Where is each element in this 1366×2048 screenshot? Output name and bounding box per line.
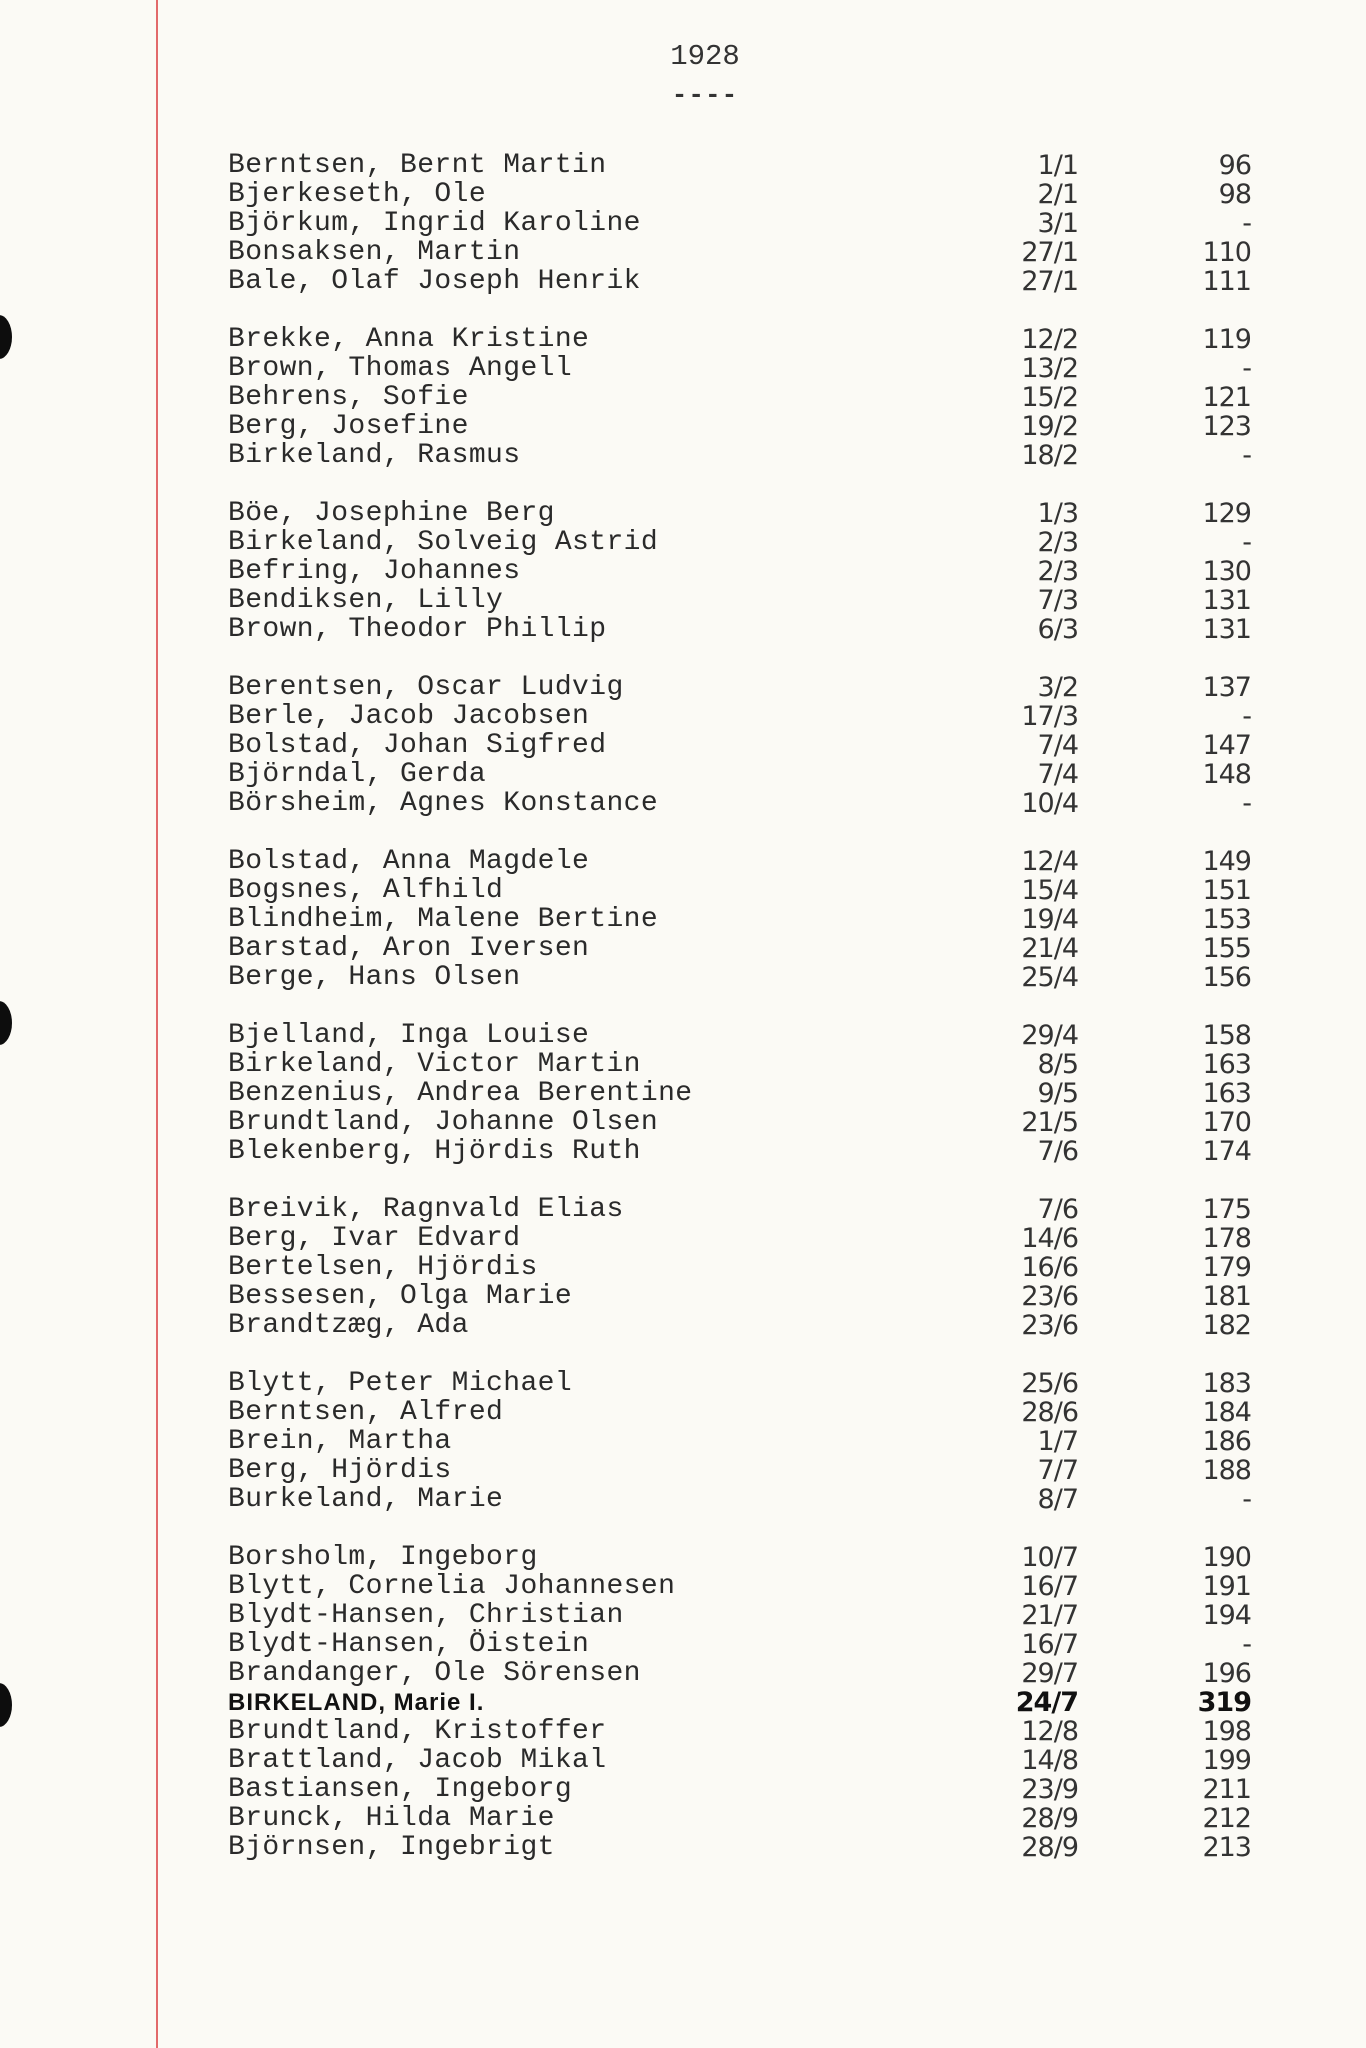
entry-number: 170 (1202, 1107, 1251, 1138)
entry-number: 188 (1202, 1455, 1251, 1486)
entry-date: 7/6 (1037, 1194, 1078, 1225)
entry-row (228, 615, 1268, 644)
entry-number: - (1242, 1629, 1251, 1660)
entry-number: 181 (1202, 1281, 1251, 1312)
entry-number: 182 (1202, 1310, 1251, 1341)
entry-number: - (1242, 701, 1251, 732)
entry-number: 129 (1202, 498, 1251, 529)
entry-date: 10/4 (1021, 788, 1078, 819)
entry-row (228, 441, 1268, 470)
entry-name: Befring, Johannes (228, 556, 521, 587)
entry-date: 2/3 (1037, 527, 1078, 558)
entry-name: Blindheim, Malene Bertine (228, 904, 659, 935)
entry-number: 131 (1202, 614, 1251, 645)
entry-date: 15/2 (1021, 382, 1078, 413)
entry-number: 149 (1202, 846, 1251, 877)
entry-row (228, 1717, 1268, 1746)
entry-name: Brown, Theodor Phillip (228, 614, 607, 645)
entry-row (228, 1021, 1268, 1050)
entry-row (228, 963, 1268, 992)
entry-row (228, 1572, 1268, 1601)
entry-row (228, 847, 1268, 876)
entry-name: Borsholm, Ingeborg (228, 1542, 538, 1573)
entry-number: 131 (1202, 585, 1251, 616)
entry-number: 158 (1202, 1020, 1251, 1051)
entry-number: 191 (1202, 1571, 1251, 1602)
entry-number: 179 (1202, 1252, 1251, 1283)
entry-date: 12/4 (1021, 846, 1078, 877)
entry-name: Björndal, Gerda (228, 759, 487, 790)
entry-name: Bolstad, Anna Magdele (228, 846, 590, 877)
entry-date: 18/2 (1021, 440, 1078, 471)
entry-row (228, 1311, 1268, 1340)
entry-number: - (1242, 208, 1251, 239)
entry-date: 1/3 (1037, 498, 1078, 529)
entry-row (228, 1688, 1268, 1717)
entry-number: - (1242, 440, 1251, 471)
entry-date: 8/7 (1037, 1484, 1078, 1515)
entry-row (228, 1746, 1268, 1775)
entry-name: Bonsaksen, Martin (228, 237, 521, 268)
entry-number: 130 (1202, 556, 1251, 587)
entry-name: Brunck, Hilda Marie (228, 1803, 555, 1834)
entry-number: 174 (1202, 1136, 1251, 1167)
entry-date: 28/6 (1021, 1397, 1078, 1428)
entry-number: - (1242, 1484, 1251, 1515)
entry-date: 1/7 (1037, 1426, 1078, 1457)
entry-number: 156 (1202, 962, 1251, 993)
entry-name: Böe, Josephine Berg (228, 498, 555, 529)
entry-name: Brein, Martha (228, 1426, 452, 1457)
entry-number: 123 (1202, 411, 1251, 442)
entry-row (228, 1630, 1268, 1659)
entry-date: 29/4 (1021, 1020, 1078, 1051)
red-margin-line (156, 0, 158, 2048)
entry-group (228, 151, 1268, 296)
entry-name: Björkum, Ingrid Karoline (228, 208, 641, 239)
entry-number: 96 (1218, 150, 1251, 181)
entry-name: Birkeland, Rasmus (228, 440, 521, 471)
entry-row (228, 731, 1268, 760)
entry-row (228, 1398, 1268, 1427)
entry-row (228, 528, 1268, 557)
entry-name: Bale, Olaf Joseph Henrik (228, 266, 641, 297)
entry-row (228, 1369, 1268, 1398)
entry-number: 211 (1202, 1774, 1251, 1805)
entry-number: 319 (1197, 1687, 1251, 1718)
entry-date: 28/9 (1021, 1832, 1078, 1863)
entry-date: 16/6 (1021, 1252, 1078, 1283)
entry-number: - (1242, 353, 1251, 384)
entry-name: Berntsen, Bernt Martin (228, 150, 607, 181)
entry-row (228, 760, 1268, 789)
entry-name: Berentsen, Oscar Ludvig (228, 672, 624, 703)
entry-name: Blytt, Cornelia Johannesen (228, 1571, 676, 1602)
entry-date: 23/9 (1021, 1774, 1078, 1805)
entry-name: Bertelsen, Hjördis (228, 1252, 538, 1283)
entry-name: Bolstad, Johan Sigfred (228, 730, 607, 761)
entry-name: Brundtland, Kristoffer (228, 1716, 607, 1747)
entry-date: 25/6 (1021, 1368, 1078, 1399)
entry-name: Benzenius, Andrea Berentine (228, 1078, 693, 1109)
entry-name: Bessesen, Olga Marie (228, 1281, 573, 1312)
entry-date: 16/7 (1021, 1571, 1078, 1602)
entry-number: - (1242, 788, 1251, 819)
entry-date: 9/5 (1037, 1078, 1078, 1109)
entry-date: 23/6 (1021, 1310, 1078, 1341)
entry-date: 7/6 (1037, 1136, 1078, 1167)
entry-date: 3/2 (1037, 672, 1078, 703)
entry-name: Behrens, Sofie (228, 382, 469, 413)
entry-name: Bogsnes, Alfhild (228, 875, 504, 906)
entry-row (228, 586, 1268, 615)
entry-name: Brown, Thomas Angell (228, 353, 573, 384)
entry-number: 148 (1202, 759, 1251, 790)
entry-date: 21/7 (1021, 1600, 1078, 1631)
entry-row (228, 876, 1268, 905)
entry-date: 23/6 (1021, 1281, 1078, 1312)
entry-date: 3/1 (1037, 208, 1078, 239)
entry-date: 13/2 (1021, 353, 1078, 384)
entry-name: Birkeland, Victor Martin (228, 1049, 641, 1080)
entry-date: 14/8 (1021, 1745, 1078, 1776)
entry-number: 110 (1202, 237, 1251, 268)
entry-number: 153 (1202, 904, 1251, 935)
entry-row (228, 1601, 1268, 1630)
entry-number: - (1242, 527, 1251, 558)
entry-date: 27/1 (1021, 266, 1078, 297)
entry-name: Berg, Josefine (228, 411, 469, 442)
entry-date: 27/1 (1021, 237, 1078, 268)
entry-row (228, 789, 1268, 818)
entry-row (228, 1456, 1268, 1485)
entry-name: Blekenberg, Hjördis Ruth (228, 1136, 641, 1167)
entry-name: Brundtland, Johanne Olsen (228, 1107, 659, 1138)
entry-date: 7/3 (1037, 585, 1078, 616)
entry-number: 163 (1202, 1078, 1251, 1109)
entry-name: Berge, Hans Olsen (228, 962, 521, 993)
entry-number: 196 (1202, 1658, 1251, 1689)
entry-date: 19/2 (1021, 411, 1078, 442)
entry-row (228, 934, 1268, 963)
entry-name: Berle, Jacob Jacobsen (228, 701, 590, 732)
entry-name: Berg, Hjördis (228, 1455, 452, 1486)
entry-name: Blytt, Peter Michael (228, 1368, 573, 1399)
entry-date: 1/1 (1037, 150, 1078, 181)
entry-number: 213 (1202, 1832, 1251, 1863)
entry-row (228, 383, 1268, 412)
entry-row (228, 1659, 1268, 1688)
entry-number: 147 (1202, 730, 1251, 761)
entry-number: 121 (1202, 382, 1251, 413)
entry-group (228, 1021, 1268, 1166)
entry-row (228, 557, 1268, 586)
entry-number: 119 (1202, 324, 1251, 355)
entry-date: 29/7 (1021, 1658, 1078, 1689)
entry-name: Breivik, Ragnvald Elias (228, 1194, 624, 1225)
entry-date: 16/7 (1021, 1629, 1078, 1660)
entry-row (228, 702, 1268, 731)
entry-row (228, 180, 1268, 209)
entry-name: Brandtzæg, Ada (228, 1310, 469, 1341)
entry-date: 21/4 (1021, 933, 1078, 964)
entry-row (228, 499, 1268, 528)
entry-row (228, 209, 1268, 238)
entry-row (228, 354, 1268, 383)
entry-row (228, 1079, 1268, 1108)
entry-number: 184 (1202, 1397, 1251, 1428)
entry-date: 21/5 (1021, 1107, 1078, 1138)
entry-row (228, 905, 1268, 934)
entry-group (228, 673, 1268, 818)
register-entries (228, 151, 1268, 1891)
entry-row (228, 1253, 1268, 1282)
entry-name: Blydt-Hansen, Christian (228, 1600, 624, 1631)
entry-row (228, 151, 1268, 180)
entry-number: 212 (1202, 1803, 1251, 1834)
entry-date: 14/6 (1021, 1223, 1078, 1254)
punch-hole (0, 1001, 12, 1045)
entry-row (228, 267, 1268, 296)
entry-row (228, 1543, 1268, 1572)
entry-date: 25/4 (1021, 962, 1078, 993)
entry-group (228, 1195, 1268, 1340)
entry-row (228, 1137, 1268, 1166)
entry-name: Bastiansen, Ingeborg (228, 1774, 573, 1805)
entry-number: 155 (1202, 933, 1251, 964)
entry-date: 7/4 (1037, 759, 1078, 790)
entry-row (228, 1282, 1268, 1311)
entry-number: 163 (1202, 1049, 1251, 1080)
entry-name: Bjerkeseth, Ole (228, 179, 487, 210)
entry-group (228, 1369, 1268, 1514)
entry-number: 98 (1218, 179, 1251, 210)
entry-row (228, 1485, 1268, 1514)
entry-row (228, 1195, 1268, 1224)
entry-group (228, 847, 1268, 992)
entry-number: 198 (1202, 1716, 1251, 1747)
entry-name: Bendiksen, Lilly (228, 585, 504, 616)
entry-date: 15/4 (1021, 875, 1078, 906)
entry-number: 151 (1202, 875, 1251, 906)
entry-date: 10/7 (1021, 1542, 1078, 1573)
entry-name: Börsheim, Agnes Konstance (228, 788, 659, 819)
entry-name: Brattland, Jacob Mikal (228, 1745, 607, 1776)
entry-date: 17/3 (1021, 701, 1078, 732)
entry-date: 12/8 (1021, 1716, 1078, 1747)
entry-row (228, 673, 1268, 702)
entry-row (228, 325, 1268, 354)
entry-row (228, 238, 1268, 267)
entry-date: 2/3 (1037, 556, 1078, 587)
page-year-heading: 1928 (670, 40, 740, 73)
entry-date: 24/7 (1015, 1687, 1078, 1718)
entry-date: 8/5 (1037, 1049, 1078, 1080)
entry-name: Barstad, Aron Iversen (228, 933, 590, 964)
entry-group (228, 1543, 1268, 1862)
entry-name: Brandanger, Ole Sörensen (228, 1658, 641, 1689)
entry-date: 6/3 (1037, 614, 1078, 645)
entry-name: Björnsen, Ingebrigt (228, 1832, 555, 1863)
heading-underline: ---- (671, 80, 739, 110)
entry-number: 137 (1202, 672, 1251, 703)
entry-row (228, 1804, 1268, 1833)
entry-row (228, 1833, 1268, 1862)
entry-date: 7/4 (1037, 730, 1078, 761)
entry-group (228, 325, 1268, 470)
entry-name: Burkeland, Marie (228, 1484, 504, 1515)
entry-date: 7/7 (1037, 1455, 1078, 1486)
entry-number: 175 (1202, 1194, 1251, 1225)
entry-number: 183 (1202, 1368, 1251, 1399)
entry-number: 186 (1202, 1426, 1251, 1457)
entry-group (228, 499, 1268, 644)
entry-row (228, 1427, 1268, 1456)
entry-number: 199 (1202, 1745, 1251, 1776)
entry-row (228, 1775, 1268, 1804)
entry-date: 19/4 (1021, 904, 1078, 935)
entry-name: Bjelland, Inga Louise (228, 1020, 590, 1051)
entry-number: 194 (1202, 1600, 1251, 1631)
entry-date: 28/9 (1021, 1803, 1078, 1834)
entry-row (228, 1108, 1268, 1137)
entry-date: 2/1 (1037, 179, 1078, 210)
entry-number: 111 (1202, 266, 1251, 297)
entry-name: Berg, Ivar Edvard (228, 1223, 521, 1254)
entry-row (228, 1224, 1268, 1253)
entry-name: BIRKELAND, Marie I. (228, 1689, 485, 1716)
entry-name: Brekke, Anna Kristine (228, 324, 590, 355)
entry-name: Birkeland, Solveig Astrid (228, 527, 659, 558)
entry-date: 12/2 (1021, 324, 1078, 355)
entry-number: 178 (1202, 1223, 1251, 1254)
punch-hole (0, 1683, 12, 1727)
entry-number: 190 (1202, 1542, 1251, 1573)
entry-row (228, 412, 1268, 441)
entry-name: Blydt-Hansen, Öistein (228, 1629, 590, 1660)
punch-hole (0, 315, 12, 359)
entry-row (228, 1050, 1268, 1079)
entry-name: Berntsen, Alfred (228, 1397, 504, 1428)
